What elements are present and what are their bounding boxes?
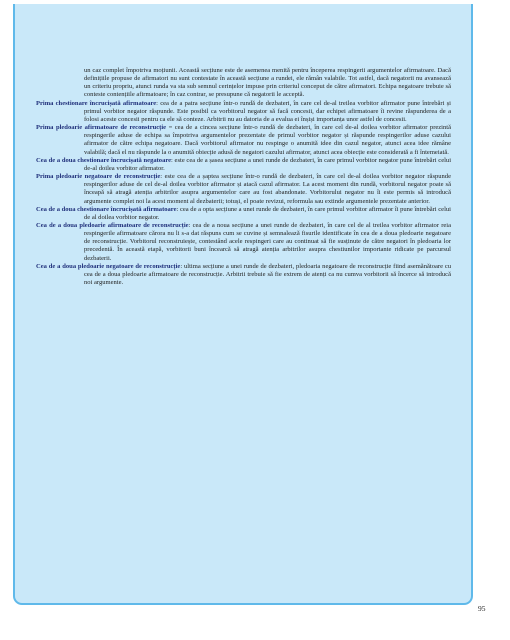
entry-term: Cea de a doua pledoarie negatoare de reconstrucție [36, 262, 181, 270]
entry-definition: : este cea de a șasea secțiune a unei runde de dezbateri, în care primul vorbitor negator pune întrebări celui de-al doilea vorbitor afirmator. [84, 156, 452, 172]
glossary-entry [36, 206, 451, 222]
entry-definition: : cea de a patra secțiune într-o rundă de dezbateri, în care cel de-al treilea vorbitor afirmator pune întrebări și primul vorbitor negator răspunde. Este posibil ca vorbitorul negator să facă concesii, dar echipei afirmatoare îi revine răspunderea de a folosi aceste concesii pentru ca ele să conteze. Arbitrii nu au datoria de a evalua ei înșiși importanța unor astfel de concesii. [84, 99, 451, 123]
entry-term: Cea de a doua pledoarie afirmatoare de reconstrucție [36, 221, 189, 229]
page-number: 95 [478, 604, 486, 613]
entry-definition: : cea de a opta secțiune a unei runde de dezbateri, în care primul vorbitor afirmator îi pune întrebări celui de al doilea vorbitor negator. [84, 205, 451, 221]
intro-paragraph: un caz complet împotriva moțiunii. Această secțiune este de asemenea menită pentru începerea respingerii argumentelor afirmatoare. Dacă definițiile propuse de afirmatori nu sunt contestate în această secțiune a rundei, ele rămân valabile. Tot astfel, dacă negatorii nu avansează un criteriu propriu, atunci runda va sta sub semnul cerințelor impuse prin criteriul conceput de către afirmatori. Echipa negatoare trebuie să conteste contențiile afirmatoare; în caz contrar, se presupune că negatorii le acceptă. [84, 67, 451, 99]
entry-definition: : ultima secțiune a unei runde de dezbateri, pledoaria negatoare de reconstrucție fiind asemănătoare cu cea de a doua pledoarie afirmatoare de reconstrucție. Arbitrii trebuie să fie extrem de atenți ca nu cumva vorbitorii să încerce să introducă noi argumente. [84, 262, 451, 287]
entry-term: Prima pledoarie afirmatoare de reconstrucție [36, 124, 167, 132]
entry-term: Cea de a doua chestionare încrucișată afirmatoare [36, 205, 177, 213]
glossary-entry [36, 157, 451, 173]
glossary-content [36, 67, 451, 287]
entry-term: Cea de a doua chestionare încrucișată negatoare [36, 156, 172, 164]
entry-definition: = cea de a cincea secțiune într-o rundă de dezbateri, în care cel de-al doilea vorbitor afirmator prezintă respingerile aduse de echipa sa împotriva argumentelor prezentate de primul vorbitor negator și răspunde respingerilor aduse cazului afirmator de către echipa negatoare. Dacă vorbitorul afirmator nu respinge o anumită idee din cazul negator, atunci acea idee rămâne valabilă; dacă el nu răspunde la o anumită obiecție adusă de negatori cazului afirmator, atunci acea obiecție este considerată a fi întemeiată. [84, 124, 452, 156]
glossary-entry [36, 263, 451, 287]
entry-definition: : cea de a noua secțiune a unei runde de dezbateri, în care cel de al treilea vorbitor afirmator reia respingerile afirmatoare cărora nu li s-a dat răspuns cum se cuvine și semnalează fisurile identificate în cea de a doua pledoarie negatoare de reconstrucție. Vorbitorul reconstruiește, contestând acele respingeri care au continuat să fie susținute de către negatori în pledoaria lor precedentă. În această etapă, vorbitorii buni încearcă să atragă atenția arbitrilor asupra chestiunilor importante ridicate pe parcursul dezbaterii. [84, 221, 452, 262]
entry-term: Prima chestionare încrucișată afirmatoare [36, 99, 157, 107]
entry-definition: : este cea de a șaptea secțiune într-o rundă de dezbateri, în care cel de-al doilea vorbitor negator răspunde respingerilor aduse de cel de-al doilea vorbitor afirmator și atacă cazul afirmator. La acest moment din rundă, vorbitorul negator poate să înceapă să atragă atenția arbitrilor asupra argumentelor care au fost abandonate. Vorbitorului negator nu îi este permis să introducă argumente complet noi la acest moment al dezbaterii; totuși, el poate revizui, reformula sau extinde argumentele prezentate anterior. [84, 173, 451, 205]
glossary-entry [36, 222, 451, 263]
entry-term: Prima pledoarie negatoare de reconstrucție [36, 173, 161, 181]
glossary-entry [36, 100, 451, 124]
glossary-entry [36, 173, 451, 206]
glossary-entry [36, 124, 451, 157]
